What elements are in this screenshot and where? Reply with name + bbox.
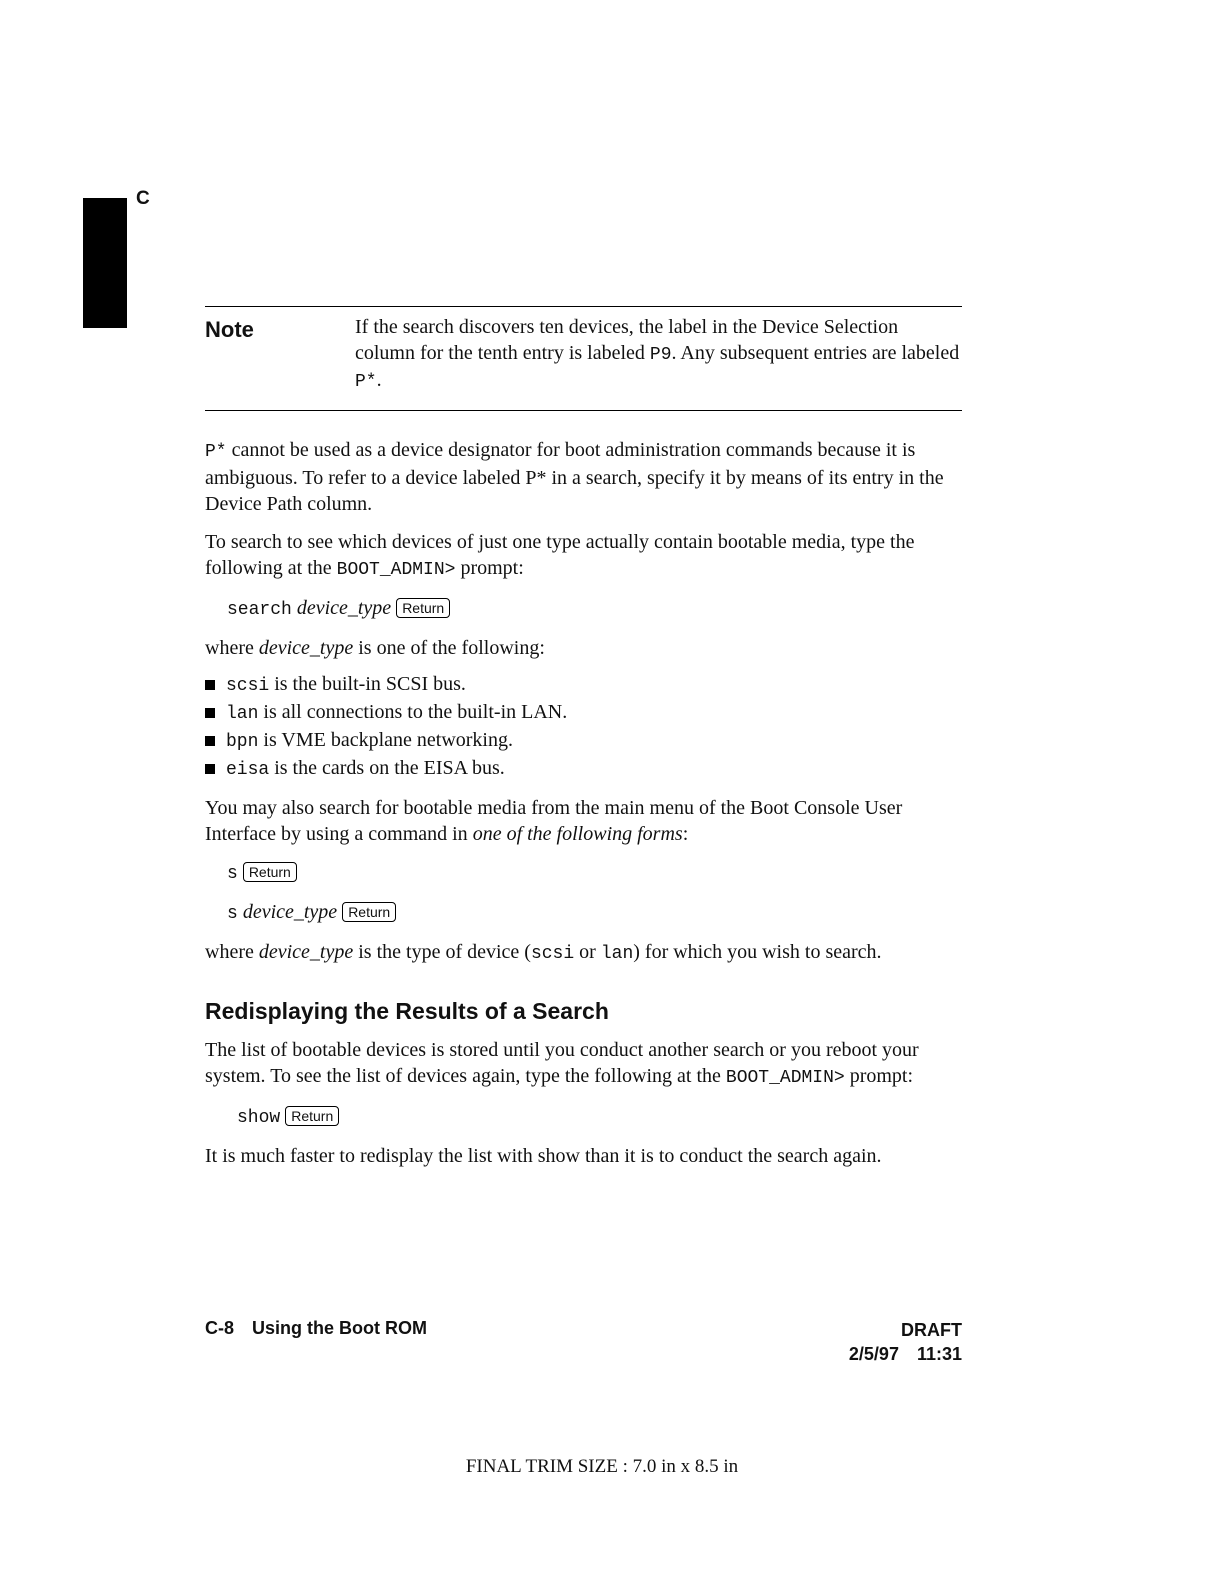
device-type-list: [205, 671, 962, 783]
list-item-text: is all connections to the built-in LAN.: [258, 700, 568, 723]
list-item-text: is the built-in SCSI bus.: [269, 672, 466, 695]
p-star-code: P*: [205, 441, 227, 462]
boot-admin-prompt-code: BOOT_ADMIN>: [725, 1067, 845, 1088]
list-item-code: bpn: [226, 731, 259, 752]
chapter-tab-marker: [83, 198, 127, 328]
command-arg: device_type: [296, 596, 392, 619]
paragraph-redisplay: It is much faster to redisplay the list with show than it is to conduct the search again.: [205, 1144, 882, 1167]
device-type-text-1: where: [205, 636, 259, 659]
explain-text-1: where: [205, 940, 259, 963]
command-s-device-type: [227, 899, 962, 927]
command-code: search: [227, 599, 292, 620]
paragraph-device-type: [205, 635, 962, 661]
return-key-icon: Return: [243, 862, 297, 882]
list-item: [205, 671, 962, 699]
note-text: [355, 315, 962, 396]
paragraph-p-star: [205, 437, 962, 517]
footer-datetime: [849, 1342, 962, 1366]
device-type-italic: device_type: [258, 636, 354, 659]
command-code: s: [227, 903, 238, 924]
footer-date: 2/5/97: [848, 1344, 899, 1364]
main-menu-text-1: You may also search for bootable media from the main menu of the Boot Console User Interface by using a command in: [205, 796, 903, 845]
list-item-text: is the cards on the EISA bus.: [269, 756, 505, 779]
command-show: [237, 1103, 962, 1131]
explain-text-4: ) for which you wish to search.: [633, 940, 882, 963]
main-menu-text-2: :: [682, 822, 689, 845]
list-item: [205, 755, 962, 783]
note-text-3: .: [376, 369, 382, 391]
list-item-code: eisa: [226, 759, 270, 780]
return-key-icon: Return: [396, 598, 450, 618]
chapter-letter: C: [136, 188, 150, 209]
page-number: C-8: [205, 1318, 235, 1338]
list-item-text: is VME backplane networking.: [258, 728, 513, 751]
explain-italic: device_type: [258, 940, 354, 963]
note-code-pstar: P*: [355, 372, 377, 392]
draft-label: DRAFT: [901, 1320, 962, 1340]
bullet-icon: [205, 764, 215, 774]
explain-code-lan: lan: [600, 943, 634, 964]
search-intro-text-2: prompt:: [455, 556, 524, 579]
trim-size-note: FINAL TRIM SIZE : 7.0 in x 8.5 in: [465, 1456, 739, 1477]
note-text-1: If the search discovers ten devices, the label in the Device Selection column for the tenth entry is labeled: [355, 316, 899, 364]
command-arg: device_type: [242, 900, 338, 923]
paragraph-p-star-text: cannot be used as a device designator for boot administration commands because it is ambiguous. To refer to a device labeled P* in a search, specify it by means of its entry in the Device Path column.: [205, 438, 944, 515]
return-key-icon: Return: [285, 1106, 339, 1126]
section-heading: Redisplaying the Results of a Search: [205, 997, 609, 1024]
list-item-code: scsi: [226, 675, 270, 696]
list-item-code: lan: [226, 703, 259, 724]
footer-time: 11:31: [916, 1344, 962, 1364]
note-text-2: . Any subsequent entries are labeled: [671, 341, 960, 364]
note-label: Note: [205, 317, 254, 342]
bullet-icon: [205, 708, 215, 718]
paragraph-device-type-explain: [205, 939, 962, 967]
footer-right: [849, 1318, 962, 1366]
stored-list-text-2: prompt:: [844, 1064, 914, 1087]
explain-text-2: is the type of device (: [353, 940, 531, 963]
command-s: [227, 859, 962, 887]
bullet-icon: [205, 736, 215, 746]
command-search: [227, 595, 962, 623]
return-key-icon: Return: [342, 902, 396, 922]
list-item: [205, 727, 962, 755]
page-content: [205, 306, 962, 1169]
paragraph-main-menu: [205, 795, 962, 847]
note-code-p9: P9: [649, 344, 672, 365]
bullet-icon: [205, 680, 215, 690]
note-box: [205, 306, 962, 411]
paragraph-stored-list: [205, 1037, 962, 1091]
main-menu-italic: one of the following forms: [472, 822, 683, 845]
paragraph-search-intro: [205, 529, 962, 583]
footer-title: Using the Boot ROM: [252, 1318, 427, 1338]
search-intro-text-1: To search to see which devices of just one type actually contain bootable media, type the following at the: [205, 530, 915, 579]
list-item: [205, 699, 962, 727]
boot-admin-prompt-code: BOOT_ADMIN>: [336, 559, 456, 580]
command-code: show: [237, 1107, 281, 1128]
command-code: s: [227, 863, 238, 884]
device-type-text-2: is one of the following:: [353, 636, 545, 659]
footer-left: [205, 1318, 427, 1339]
stored-list-text-1: The list of bootable devices is stored until you conduct another search or you reboot your system. To see the list of devices again, type the following at the: [205, 1038, 919, 1087]
explain-code-scsi: scsi: [530, 943, 575, 964]
explain-text-3: or: [574, 940, 601, 963]
